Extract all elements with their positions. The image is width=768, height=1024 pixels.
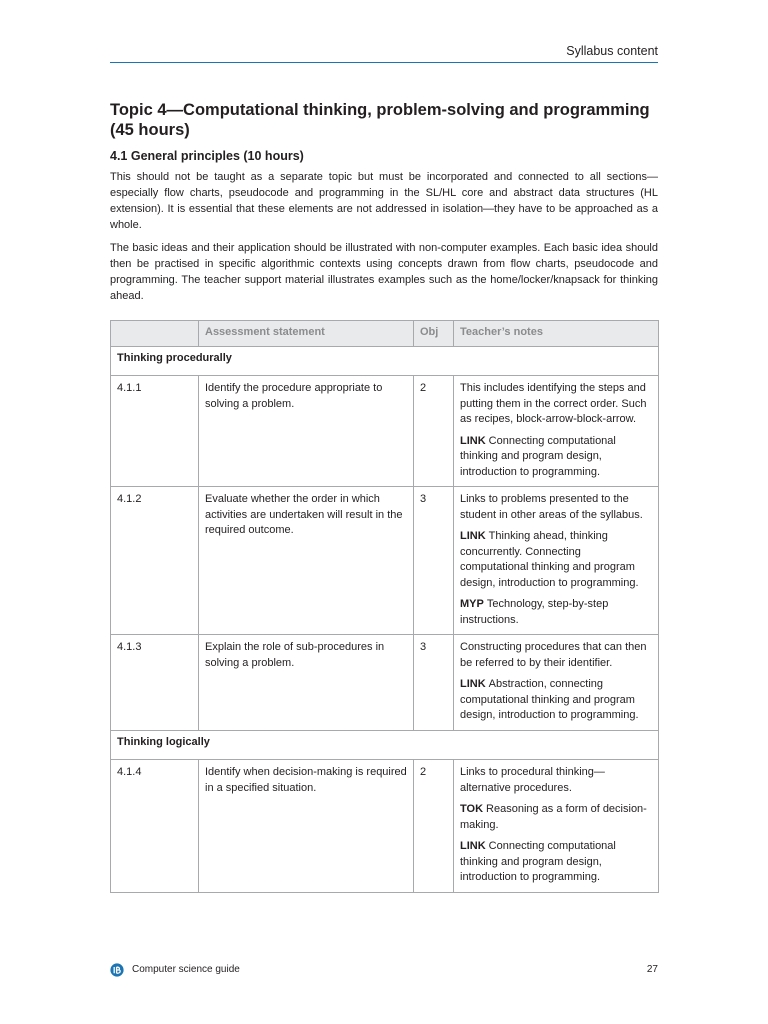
row-notes (454, 487, 659, 635)
ib-logo-icon (110, 963, 124, 977)
intro-paragraph: The basic ideas and their application should be illustrated with non-computer examples. Each basic idea should then be practised in specific algorithmic contexts using concepts drawn from flow charts, pseudocode and programming. The teacher support material illustrates examples such as the home/locker/knapsack for thinking ahead. (110, 242, 658, 302)
note-text: Reasoning as a form of decision-making. (460, 803, 647, 831)
note (460, 529, 652, 591)
note-tag: LINK (460, 840, 486, 852)
note-text: This includes identifying the steps and putting them in the correct order. Such as recipes, block-arrow-block-arrow. (460, 382, 647, 425)
header-rule (110, 62, 658, 63)
note (460, 492, 652, 523)
row-id: 4.1.4 (111, 760, 199, 893)
note (460, 434, 652, 481)
note (460, 677, 652, 724)
page-footer (110, 963, 658, 979)
row-id: 4.1.2 (111, 487, 199, 635)
note (460, 381, 652, 428)
running-header: Syllabus content (566, 44, 658, 58)
page-content (110, 100, 658, 893)
note-text: Technology, step-by-step instructions. (460, 598, 609, 626)
note (460, 802, 652, 833)
table-row (111, 376, 659, 487)
note-text: Links to problems presented to the student in other areas of the syllabus. (460, 493, 643, 521)
section-row (111, 346, 659, 376)
row-obj: 3 (414, 487, 454, 635)
row-obj: 2 (414, 760, 454, 893)
note-tag: TOK (460, 803, 484, 815)
note (460, 839, 652, 886)
row-notes (454, 376, 659, 487)
row-statement: Explain the role of sub-procedures in solving a problem. (199, 635, 414, 731)
table-row (111, 487, 659, 635)
note-text: Constructing procedures that can then be referred to by their identifier. (460, 641, 647, 669)
footer-guide-title: Computer science guide (132, 964, 240, 975)
row-id: 4.1.1 (111, 376, 199, 487)
note-tag: MYP (460, 598, 484, 610)
subtopic-title: 4.1 General principles (10 hours) (110, 149, 304, 163)
note-text: Abstraction, connecting computational thinking and program design, introduction to programming. (460, 678, 639, 721)
note-tag: LINK (460, 678, 486, 690)
header-teachers-notes: Teacher’s notes (454, 321, 659, 347)
section-row (111, 730, 659, 760)
note-text: Links to procedural thinking—alternative procedures. (460, 766, 605, 794)
row-obj: 3 (414, 635, 454, 731)
section-title: Thinking procedurally (111, 346, 659, 376)
note-text: Thinking ahead, thinking concurrently. Connecting computational thinking and program design, introduction to programming. (460, 530, 639, 589)
intro-paragraph: This should not be taught as a separate topic but must be incorporated and connected to all sections—especially flow charts, pseudocode and programming in the SL/HL core and abstract data structures (HL extension). It is essential that these elements are not addressed in isolation—they have to be approached as a whole. (110, 171, 658, 231)
section-title: Thinking logically (111, 730, 659, 760)
row-statement: Evaluate whether the order in which activities are undertaken will result in the required outcome. (199, 487, 414, 635)
note (460, 765, 652, 796)
note (460, 640, 652, 671)
header-assessment-statement: Assessment statement (199, 321, 414, 347)
table-row (111, 635, 659, 731)
header-id (111, 321, 199, 347)
note-text: Connecting computational thinking and program design, introduction to programming. (460, 840, 616, 883)
note-text: Connecting computational thinking and program design, introduction to programming. (460, 434, 616, 478)
page-number: 27 (646, 964, 658, 975)
syllabus-table (110, 320, 659, 893)
topic-title: Topic 4—Computational thinking, problem-solving and programming (45 hours) (110, 101, 650, 139)
row-statement: Identify when decision-making is required in a specified situation. (199, 760, 414, 893)
note-tag: LINK (460, 530, 486, 542)
note (460, 597, 652, 628)
row-id: 4.1.3 (111, 635, 199, 731)
header-obj: Obj (414, 321, 454, 347)
row-obj: 2 (414, 376, 454, 487)
note-tag: LINK (460, 434, 486, 447)
table-header-row (111, 321, 659, 347)
row-notes (454, 635, 659, 731)
table-row (111, 760, 659, 893)
row-notes (454, 760, 659, 893)
row-statement: Identify the procedure appropriate to solving a problem. (199, 376, 414, 487)
